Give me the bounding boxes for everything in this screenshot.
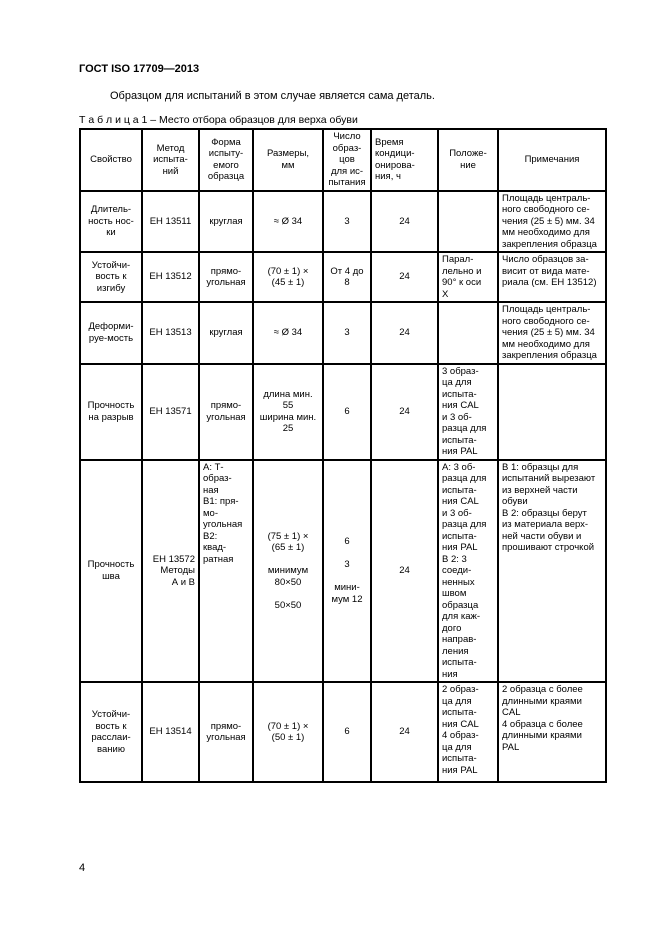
table-cell: Прочность шва xyxy=(80,460,142,683)
table-cell: От 4 до 8 xyxy=(323,252,371,302)
table-cell: 24 xyxy=(371,302,438,364)
table-cell: Длитель- ность нос- ки xyxy=(80,191,142,253)
table-row xyxy=(80,302,606,364)
column-header: Метод испыта- ний xyxy=(142,129,199,191)
table-cell: 24 xyxy=(371,364,438,460)
table-cell: В 1: образцы для испытаний вырезают из верхней части обуви В 2: образцы берут из материала верх- ней части обуви и прошивают строчкой xyxy=(498,460,606,683)
table-row xyxy=(80,364,606,460)
table-cell: Число образцов за- висит от вида мате- риала (см. ЕН 13512) xyxy=(498,252,606,302)
table-cell: прямо- угольная xyxy=(199,682,253,782)
table-cell: длина мин. 55 ширина мин. 25 xyxy=(253,364,323,460)
table-row xyxy=(80,252,606,302)
column-header: Примечания xyxy=(498,129,606,191)
column-header: Свойство xyxy=(80,129,142,191)
table-cell: 24 xyxy=(371,191,438,253)
page-number: 4 xyxy=(79,862,86,874)
table-cell: 6 xyxy=(323,364,371,460)
table-cell: прямо- угольная xyxy=(199,364,253,460)
table-caption: Т а б л и ц а 1 – Место отбора образцов для верха обуви xyxy=(79,114,358,126)
table-cell: Устойчи- вость к изгибу xyxy=(80,252,142,302)
table-cell: Площадь централь- ного свободного се- чения (25 ± 5) мм. 34 мм необходимо для закрепления образца xyxy=(498,191,606,253)
table-cell: А: 3 об- разца для испыта- ния CAL и 3 об- разца для испыта- ния PAL В 2: 3 соеди- ненных швом образца для каж- дого направ- ления испыта- ния xyxy=(438,460,498,683)
table-row xyxy=(80,682,606,782)
column-header: Форма испыту- емого образца xyxy=(199,129,253,191)
table-cell: 3 xyxy=(323,302,371,364)
table-cell: Устойчи- вость к расслаи- ванию xyxy=(80,682,142,782)
table-cell: 6 3 мини- мум 12 xyxy=(323,460,371,683)
column-header: Размеры, мм xyxy=(253,129,323,191)
table-cell: 2 образ- ца для испыта- ния CAL 4 образ- ца для испыта- ния PAL xyxy=(438,682,498,782)
table-cell: ЕН 13511 xyxy=(142,191,199,253)
column-header: Число образ- цов для ис- пытания xyxy=(323,129,371,191)
table-cell: ЕН 13514 xyxy=(142,682,199,782)
table-row xyxy=(80,460,606,683)
table-cell: А: Т- образ- ная В1: пря- мо- угольная В2: квад- ратная xyxy=(199,460,253,683)
table-cell xyxy=(498,364,606,460)
table-cell: ЕН 13513 xyxy=(142,302,199,364)
table-cell xyxy=(438,191,498,253)
sampling-table xyxy=(79,128,607,783)
table-cell: ЕН 13512 xyxy=(142,252,199,302)
table-cell: (70 ± 1) × (50 ± 1) xyxy=(253,682,323,782)
table-cell: 24 xyxy=(371,682,438,782)
intro-text: Образцом для испытаний в этом случае является сама деталь. xyxy=(110,90,435,102)
table-cell xyxy=(438,302,498,364)
table-cell: 6 xyxy=(323,682,371,782)
table-row xyxy=(80,191,606,253)
table-cell: 3 образ- ца для испыта- ния CAL и 3 об- разца для испыта- ния PAL xyxy=(438,364,498,460)
table-cell: Парал- лельно и 90° к оси X xyxy=(438,252,498,302)
table-cell: 24 xyxy=(371,460,438,683)
table-cell: прямо- угольная xyxy=(199,252,253,302)
table-cell: круглая xyxy=(199,191,253,253)
table-cell: 3 xyxy=(323,191,371,253)
table-cell: Прочность на разрыв xyxy=(80,364,142,460)
table-header-row xyxy=(80,129,606,191)
table-cell: ≈ Ø 34 xyxy=(253,302,323,364)
column-header: Положе- ние xyxy=(438,129,498,191)
document-header: ГОСТ ISO 17709—2013 xyxy=(79,63,200,75)
column-header: Время кондици- онирова- ния, ч xyxy=(371,129,438,191)
table-cell: ЕН 13571 xyxy=(142,364,199,460)
table-cell: Площадь централь- ного свободного се- чения (25 ± 5) мм. 34 мм необходимо для закрепления образца xyxy=(498,302,606,364)
table-cell: ≈ Ø 34 xyxy=(253,191,323,253)
table-cell: (70 ± 1) × (45 ± 1) xyxy=(253,252,323,302)
table-cell: 2 образца с более длинными краями CAL 4 образца с более длинными краями PAL xyxy=(498,682,606,782)
table-cell: круглая xyxy=(199,302,253,364)
table-cell: ЕН 13572 Методы А и В xyxy=(142,460,199,683)
table-cell: (75 ± 1) × (65 ± 1) минимум 80×50 50×50 xyxy=(253,460,323,683)
table-cell: 24 xyxy=(371,252,438,302)
table-cell: Деформи- руе-мость xyxy=(80,302,142,364)
